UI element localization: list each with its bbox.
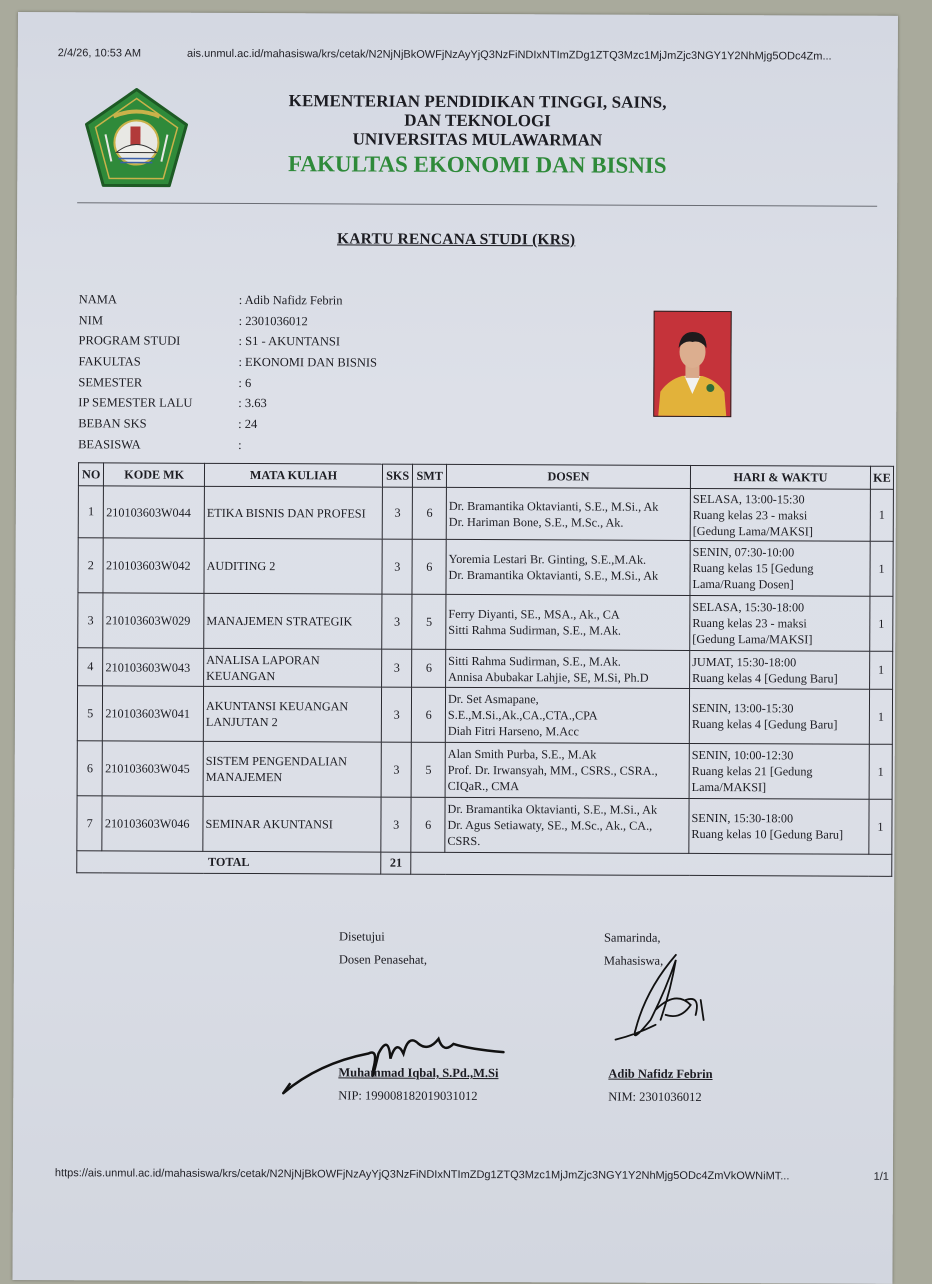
header-schedule: HARI & WAKTU <box>690 465 870 489</box>
cell-no: 1 <box>78 486 104 538</box>
cell-meeting: 1 <box>870 596 893 651</box>
schedule-line: Ruang kelas 23 - maksi <box>692 615 807 631</box>
student-name: Adib Nafidz Febrin <box>608 1066 713 1082</box>
cell-lecturer <box>446 487 690 540</box>
schedule-line: [Gedung Lama/MAKSI] <box>692 523 813 538</box>
print-header <box>58 47 878 63</box>
schedule-line: Lama/Ruang Dosen] <box>692 576 794 592</box>
header-no: NO <box>78 463 104 486</box>
university-name: UNIVERSITAS MULAWARMAN <box>352 129 603 150</box>
table-row <box>77 796 892 855</box>
schedule-line: Ruang kelas 4 [Gedung Baru] <box>691 716 838 732</box>
cell-credits: 3 <box>382 487 413 539</box>
cell-course-code: 210103603W045 <box>102 741 203 796</box>
table-row <box>78 538 893 597</box>
lecturer-name: Dr. Hariman Bone, S.E., M.Sc., Ak. <box>448 514 624 530</box>
cell-no: 7 <box>77 796 103 851</box>
cell-lecturer <box>446 539 690 595</box>
cell-lecturer <box>445 687 689 743</box>
faculty-name: FAKULTAS EKONOMI DAN BISNIS <box>288 151 667 178</box>
advisor-name: Muhammad Iqbal, S.Pd.,M.Si <box>338 1065 499 1081</box>
biodata-row-gpa <box>78 393 377 415</box>
cell-semester: 5 <box>412 594 446 649</box>
cell-meeting: 1 <box>869 689 892 744</box>
cell-lecturer <box>446 649 690 688</box>
lecturer-name: Dr. Set Asmapane, <box>447 691 539 707</box>
header-course-code: KODE MK <box>104 463 205 486</box>
cell-credits: 3 <box>381 797 412 852</box>
krs-course-table <box>76 462 894 877</box>
cell-semester: 5 <box>412 742 446 797</box>
lecturer-name: Diah Fitri Harseno, M.Acc <box>447 723 579 739</box>
signing-place: Samarinda, <box>603 930 661 945</box>
header-meeting: KE <box>870 466 893 489</box>
biodata-row-name <box>79 289 378 311</box>
advisor-approval-block <box>339 925 427 971</box>
advisor-nip: NIP: 199008182019031012 <box>338 1088 478 1104</box>
cell-semester: 6 <box>412 539 446 594</box>
biodata-row-scholarship <box>78 434 377 456</box>
cell-course-name: ETIKA BISNIS DAN PROFESI <box>204 486 382 539</box>
cell-semester: 6 <box>412 649 446 687</box>
table-row <box>78 648 893 690</box>
biodata-row-faculty <box>78 351 377 373</box>
biodata-value: : EKONOMI DAN BISNIS <box>238 354 378 370</box>
student-nim: NIM: 2301036012 <box>608 1089 702 1104</box>
advisor-approved-label: Disetujui <box>338 929 385 944</box>
biodata-value: : 6 <box>238 375 252 390</box>
schedule-line: Ruang kelas 4 [Gedung Baru] <box>692 670 838 686</box>
cell-course-name: AUDITING 2 <box>204 538 382 594</box>
cell-schedule <box>689 743 869 799</box>
total-credits: 21 <box>381 852 412 874</box>
cell-semester: 6 <box>412 687 446 742</box>
biodata-row-program <box>79 331 378 353</box>
lecturer-name: CIQaR., CMA <box>447 778 520 794</box>
cell-credits: 3 <box>381 742 412 797</box>
biodata-value: : <box>238 437 242 452</box>
biodata-label: BEASISWA <box>78 436 141 452</box>
biodata-label: NIM <box>78 312 104 327</box>
cell-schedule <box>690 595 870 651</box>
schedule-line: Ruang kelas 23 - maksi <box>692 507 808 522</box>
cell-no: 6 <box>77 741 103 796</box>
print-footer <box>55 1167 889 1183</box>
schedule-line: SENIN, 15:30-18:00 <box>691 810 794 826</box>
cell-semester: 6 <box>411 797 445 852</box>
biodata-row-semester <box>78 372 377 394</box>
cell-no: 3 <box>78 593 104 648</box>
biodata-value: : 24 <box>238 416 258 432</box>
cell-no: 5 <box>77 686 103 741</box>
ministry-name-line2: DAN TEKNOLOGI <box>404 110 551 131</box>
schedule-line: SENIN, 07:30-10:00 <box>692 544 795 560</box>
cell-course-name: MANAJEMEN STRATEGIK <box>204 593 382 649</box>
cell-course-name: SISTEM PENGENDALIAN MANAJEMEN <box>203 741 381 797</box>
table-row <box>78 486 893 542</box>
schedule-line: JUMAT, 15:30-18:00 <box>692 654 797 669</box>
lecturer-name: Ferry Diyanti, SE., MSA., Ak., CA <box>448 606 620 622</box>
cell-credits: 3 <box>382 539 413 594</box>
cell-meeting: 1 <box>870 651 893 689</box>
table-row <box>78 593 893 652</box>
biodata-label: SEMESTER <box>78 374 143 390</box>
cell-schedule <box>690 488 870 541</box>
schedule-line: SELASA, 15:30-18:00 <box>692 599 805 615</box>
cell-course-name: AKUNTANSI KEUANGAN LANJUTAN 2 <box>203 686 381 742</box>
schedule-line: SENIN, 13:00-15:30 <box>691 700 794 716</box>
biodata-value: : S1 - AKUNTANSI <box>238 334 341 349</box>
biodata-value: : 3.63 <box>238 396 267 411</box>
schedule-line: Ruang kelas 15 [Gedung <box>692 560 814 576</box>
schedule-line: Ruang kelas 21 [Gedung <box>691 763 813 779</box>
cell-course-name: ANALISA LAPORAN KEUANGAN <box>204 648 382 687</box>
cell-meeting: 1 <box>870 541 893 596</box>
table-row <box>77 741 892 800</box>
lecturer-name: Dr. Agus Setiawaty, SE., M.Sc., Ak., CA., <box>447 817 653 833</box>
table-total-row <box>77 851 892 877</box>
biodata-label: NAMA <box>78 292 117 307</box>
header-credits: SKS <box>382 464 413 487</box>
schedule-line: Ruang kelas 10 [Gedung Baru] <box>691 826 844 842</box>
schedule-line: SELASA, 13:00-15:30 <box>692 491 805 506</box>
lecturer-name: Dr. Bramantika Oktavianti, S.E., M.Si., Ak <box>448 498 659 514</box>
lecturer-name: CSRS. <box>447 833 481 849</box>
print-footer-url: https://ais.unmul.ac.id/mahasiswa/krs/cetak/N2NjNjBkOWFjNzAyYjQ3NzFiNDIxNTImZDg1ZTQ3Mzc1MjJmZjc3NGY1Y2NhMjg5ODc4ZmVkOWNiMT... <box>54 1167 790 1183</box>
lecturer-name: Alan Smith Purba, S.E., M.Ak <box>447 746 597 762</box>
advisor-identity-block <box>338 1061 498 1108</box>
cell-lecturer <box>445 797 689 853</box>
schedule-line: Lama/MAKSI] <box>691 779 767 795</box>
cell-course-code: 210103603W043 <box>103 648 204 686</box>
page-number: 1/1 <box>873 1170 889 1183</box>
print-datetime: 2/4/26, 10:53 AM <box>57 47 142 60</box>
cell-schedule <box>689 798 869 854</box>
university-logo-icon <box>83 86 189 190</box>
cell-schedule <box>690 650 870 689</box>
student-signature-icon <box>605 950 715 1050</box>
cell-credits: 3 <box>381 687 412 742</box>
cell-schedule <box>689 688 869 744</box>
lecturer-name: Prof. Dr. Irwansyah, MM., CSRS., CSRA., <box>447 762 658 778</box>
biodata-row-nim <box>79 310 378 332</box>
biodata-label: FAKULTAS <box>78 354 141 369</box>
student-photo <box>653 311 731 417</box>
print-url: ais.unmul.ac.id/mahasiswa/krs/cetak/N2NjNjBkOWFjNzAyYjQ3NzFiNDIxNTImZDg1ZTQ3Mzc1MjJmZjc3NGY1Y2NhMjg5ODc4Zm... <box>186 47 832 63</box>
header-course-name: MATA KULIAH <box>204 463 382 487</box>
table-row <box>77 686 892 745</box>
header-lecturer: DOSEN <box>446 464 690 488</box>
cell-no: 2 <box>78 538 104 593</box>
total-empty-cell <box>411 852 892 876</box>
biodata-label: IP SEMESTER LALU <box>78 395 193 411</box>
student-identity-block <box>608 1063 712 1109</box>
biodata-value: : 2301036012 <box>238 313 308 328</box>
cell-schedule <box>690 540 870 596</box>
biodata-label: BEBAN SKS <box>78 416 147 431</box>
ministry-name-line1: KEMENTERIAN PENDIDIKAN TINGGI, SAINS, <box>288 91 667 112</box>
student-biodata <box>78 289 377 456</box>
cell-credits: 3 <box>382 649 413 687</box>
cell-no: 4 <box>78 648 104 686</box>
lecturer-name: Sitti Rahma Sudirman, S.E., M.Ak. <box>448 622 622 638</box>
cell-course-name: SEMINAR AKUNTANSI <box>203 796 381 852</box>
printed-page <box>12 12 898 1284</box>
total-label: TOTAL <box>77 851 381 874</box>
cell-lecturer <box>446 594 690 650</box>
cell-credits: 3 <box>382 594 413 649</box>
cell-semester: 6 <box>413 487 447 539</box>
letterhead-divider <box>77 202 877 206</box>
cell-course-code: 210103603W041 <box>103 686 204 741</box>
schedule-line: [Gedung Lama/MAKSI] <box>692 631 813 647</box>
document-title: KARTU RENCANA STUDI (KRS) <box>336 230 576 249</box>
lecturer-name: Dr. Bramantika Oktavianti, S.E., M.Si., Ak <box>448 567 659 583</box>
cell-meeting: 1 <box>869 744 892 799</box>
student-role-label: Mahasiswa, <box>603 953 664 968</box>
cell-course-code: 210103603W042 <box>103 538 204 593</box>
biodata-row-credit-load <box>78 413 377 435</box>
cell-course-code: 210103603W046 <box>102 796 203 851</box>
biodata-label: PROGRAM STUDI <box>78 333 181 348</box>
advisor-role-label: Dosen Penasehat, <box>338 952 428 967</box>
cell-course-code: 210103603W044 <box>104 486 205 538</box>
header-semester: SMT <box>413 464 447 487</box>
lecturer-name: Yoremia Lestari Br. Ginting, S.E.,M.Ak. <box>448 551 647 567</box>
lecturer-name: Annisa Abubakar Lahjie, SE, M.Si, Ph.D <box>448 669 649 685</box>
schedule-line: SENIN, 10:00-12:30 <box>691 747 794 763</box>
cell-course-code: 210103603W029 <box>103 593 204 648</box>
lecturer-name: Sitti Rahma Sudirman, S.E., M.Ak. <box>448 653 621 669</box>
biodata-value: : Adib Nafidz Febrin <box>238 292 343 308</box>
lecturer-name: S.E.,M.Si.,Ak.,CA.,CTA.,CPA <box>447 707 598 723</box>
cell-lecturer <box>445 742 689 798</box>
cell-meeting: 1 <box>870 489 893 541</box>
cell-meeting: 1 <box>869 799 892 854</box>
letterhead <box>277 91 677 181</box>
lecturer-name: Dr. Bramantika Oktavianti, S.E., M.Si., Ak <box>447 801 658 817</box>
